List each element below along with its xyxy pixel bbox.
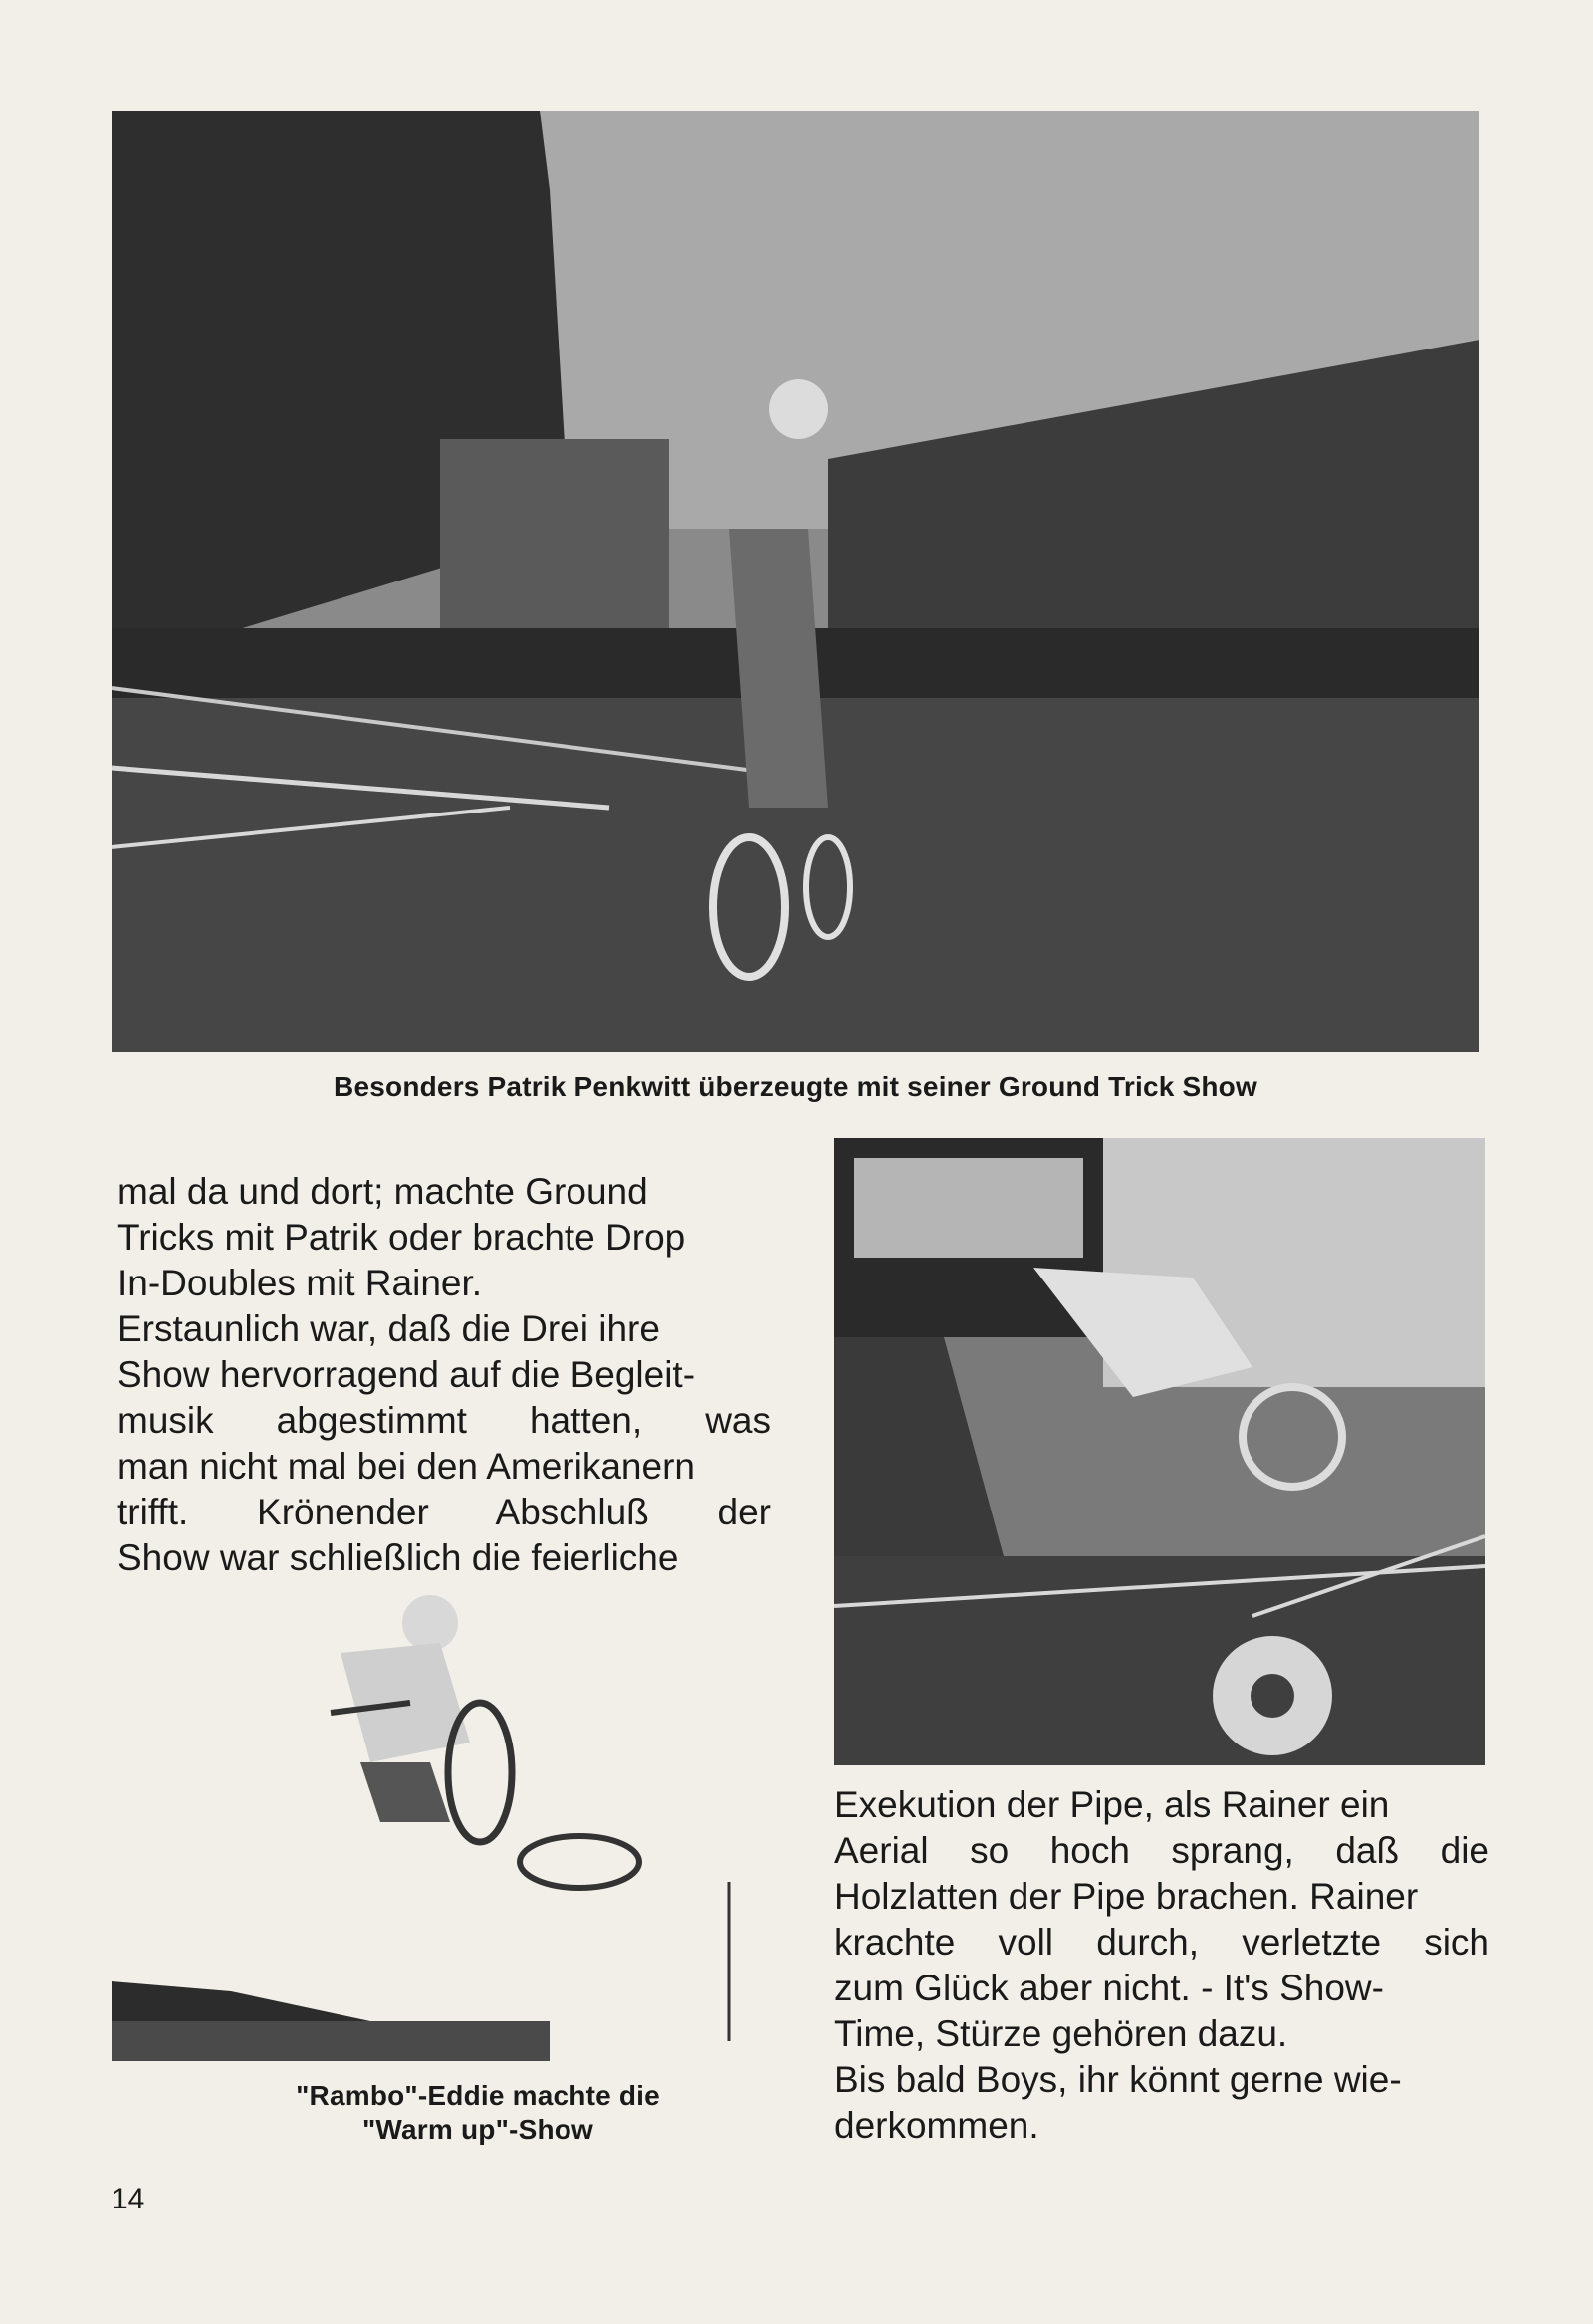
text-line: In-Doubles mit Rainer.: [117, 1263, 483, 1303]
text-line: Show hervorragend auf die Begleit-: [117, 1354, 696, 1395]
photo-top-caption: Besonders Patrik Penkwitt überzeugte mit seiner Ground Trick Show: [334, 1071, 1257, 1102]
text-line: Time, Stürze gehören dazu.: [834, 2013, 1288, 2054]
photo-left-caption: [249, 2079, 707, 2147]
text-line: Exekution der Pipe, als Rainer ein: [834, 1784, 1390, 1825]
text-line: Holzlatten der Pipe brachen. Rainer: [834, 1876, 1419, 1917]
text-line: Bis bald Boys, ihr könnt gerne wie-: [834, 2059, 1402, 2100]
text-line: derkommen.: [834, 2105, 1039, 2146]
photo-warm-up-show: [112, 1593, 739, 2061]
text-line: man nicht mal bei den Amerikanern: [117, 1446, 695, 1487]
caption-line: "Warm up"-Show: [361, 2114, 594, 2145]
text-line: Aerial so hoch sprang, daß die: [834, 1830, 1489, 1871]
photo-pipe-jump: [834, 1138, 1485, 1765]
right-column-text: [834, 1782, 1489, 2149]
page-number: 14: [112, 2183, 145, 2215]
text-line: Tricks mit Patrik oder brachte Drop: [117, 1217, 686, 1258]
caption-line: "Rambo"-Eddie machte die: [296, 2080, 660, 2111]
text-line: krachte voll durch, verletzte sich: [834, 1922, 1489, 1963]
text-line: mal da und dort; machte Ground: [117, 1171, 648, 1212]
text-line: trifft. Krönender Abschluß der: [117, 1492, 771, 1532]
text-line: Erstaunlich war, daß die Drei ihre: [117, 1308, 660, 1349]
photo-ground-trick-show: [112, 111, 1479, 1052]
left-column-text: [117, 1169, 771, 1581]
text-line: Show war schließlich die feierliche: [117, 1537, 679, 1578]
text-line: zum Glück aber nicht. - It's Show-: [834, 1968, 1384, 2008]
text-line: musik abgestimmt hatten, was: [117, 1400, 771, 1441]
